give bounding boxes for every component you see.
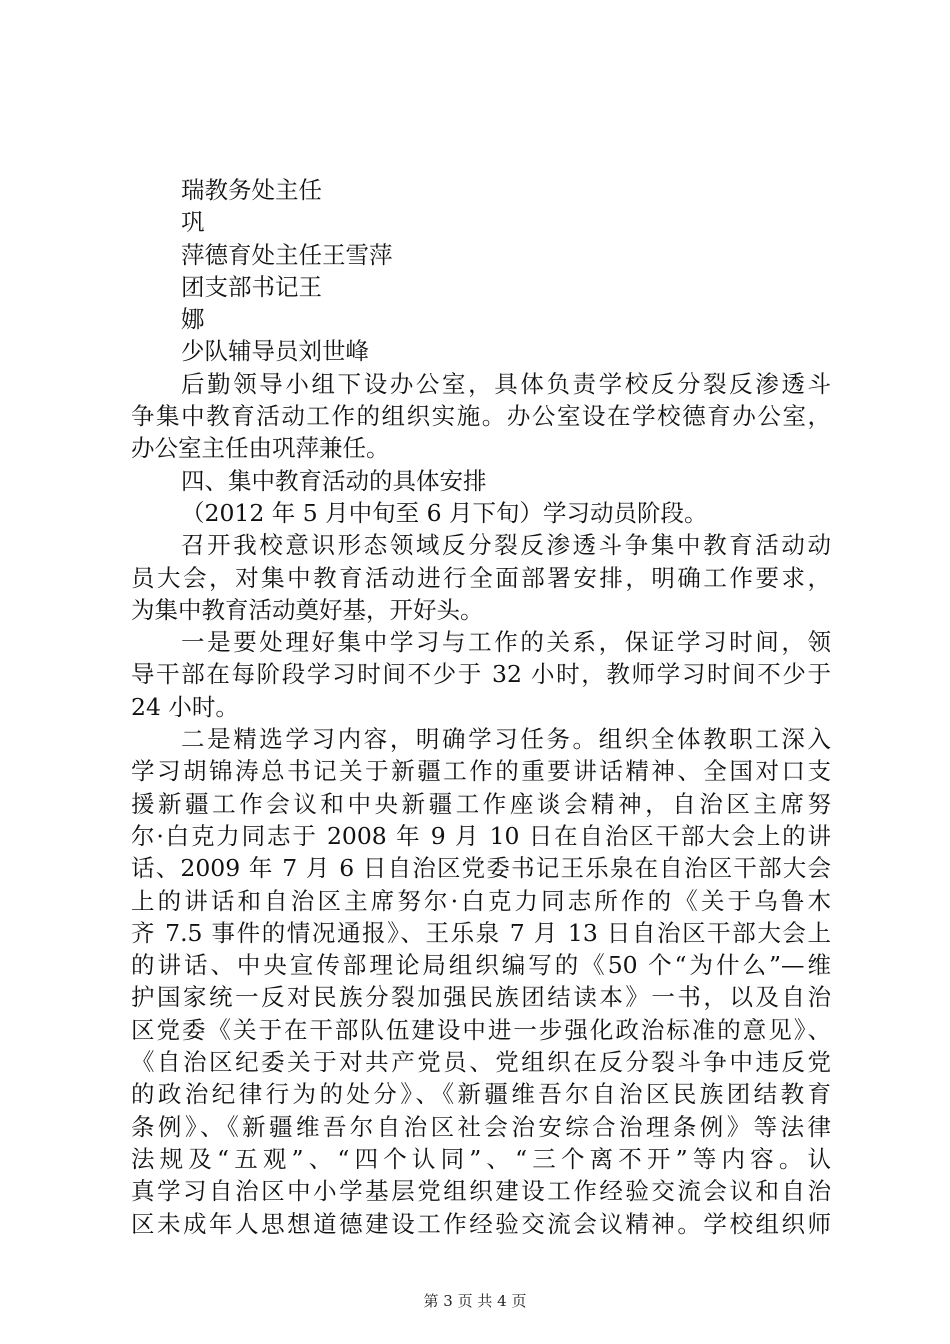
text-line: 尔·白克力同志于 2008 年 9 月 10 日在自治区干部大会上的讲 (131, 821, 831, 850)
text-line: 员大会，对集中教育活动进行全面部署安排，明确工作要求， (131, 563, 831, 592)
text-line: 真学习自治区中小学基层党组织建设工作经验交流会议和自治 (131, 1177, 831, 1206)
text-line: 上的讲话和自治区主席努尔·白克力同志所作的《关于乌鲁木 (131, 886, 831, 915)
text-line: 团支部书记王 (181, 272, 322, 301)
text-line: 的政治纪律行为的处分》、《新疆维吾尔自治区民族团结教育 (131, 1080, 831, 1109)
page-footer: 第 3 页 共 4 页 (423, 1292, 527, 1310)
text-line: 法规及“五观”、“四个认同”、“三个离不开”等内容。认 (131, 1144, 831, 1173)
text-line: 24 小时。 (131, 692, 239, 721)
text-line: 护国家统一反对民族分裂加强民族团结读本》一书，以及自治 (131, 983, 831, 1012)
text-line: 区未成年人思想道德建设工作经验交流会议精神。学校组织师 (131, 1209, 831, 1238)
text-line: 区党委《关于在干部队伍建设中进一步强化政治标准的意见》、 (131, 1015, 831, 1044)
text-line: 话、2009 年 7 月 6 日自治区党委书记王乐泉在自治区干部大会 (131, 854, 831, 883)
text-line: 援新疆工作会议和中央新疆工作座谈会精神，自治区主席努 (131, 789, 831, 818)
text-line: 萍德育处主任王雪萍 (181, 240, 393, 269)
text-line: 巩 (181, 208, 205, 237)
text-line: 条例》、《新疆维吾尔自治区社会治安综合治理条例》等法律 (131, 1112, 831, 1141)
text-line: 四、集中教育活动的具体安排 (181, 466, 487, 495)
text-line: 齐 7.5 事件的情况通报》、王乐泉 7 月 13 日自治区干部大会上 (131, 918, 831, 947)
text-line: 导干部在每阶段学习时间不少于 32 小时，教师学习时间不少于 (131, 660, 831, 689)
text-line: 一是要处理好集中学习与工作的关系，保证学习时间，领 (181, 628, 831, 657)
text-line: 为集中教育活动奠好基，开好头。 (131, 595, 484, 624)
text-line: 的讲话、中央宣传部理论局组织编写的《50 个“为什么”—维 (131, 951, 831, 980)
text-line: 召开我校意识形态领域反分裂反渗透斗争集中教育活动动 (181, 531, 831, 560)
text-line: （2012 年 5 月中旬至 6 月下旬）学习动员阶段。 (181, 498, 708, 527)
text-line: 后勤领导小组下设办公室，具体负责学校反分裂反渗透斗 (181, 369, 831, 398)
text-line: 办公室主任由巩萍兼任。 (131, 434, 390, 463)
text-line: 争集中教育活动工作的组织实施。办公室设在学校德育办公室， (131, 402, 831, 431)
text-line: 二是精选学习内容，明确学习任务。组织全体教职工深入 (181, 725, 831, 754)
text-line: 学习胡锦涛总书记关于新疆工作的重要讲话精神、全国对口支 (131, 757, 831, 786)
document-body (131, 174, 831, 1240)
text-line: 少队辅导员刘世峰 (181, 337, 369, 366)
text-line: 娜 (181, 305, 205, 334)
text-line: 瑞教务处主任 (181, 176, 322, 204)
text-line: 《自治区纪委关于对共产党员、党组织在反分裂斗争中违反党 (131, 1048, 831, 1077)
